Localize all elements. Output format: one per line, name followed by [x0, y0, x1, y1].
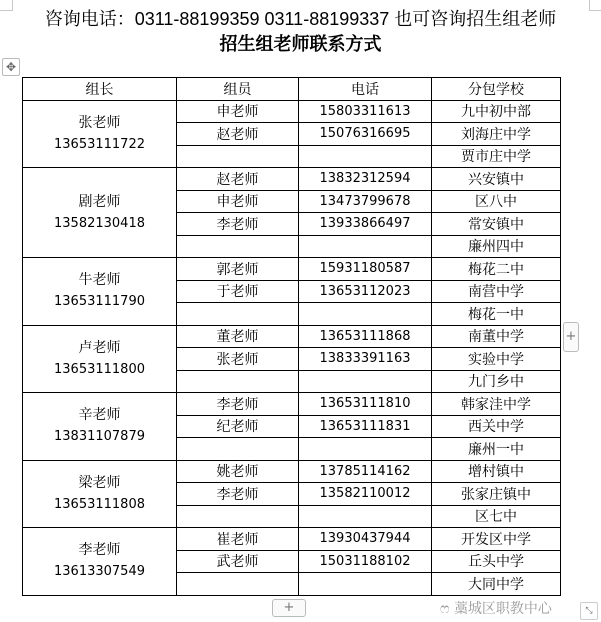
header-member: 组员: [177, 78, 299, 101]
add-column-button[interactable]: +: [563, 322, 579, 352]
leader-name: 辛老师: [78, 407, 121, 424]
school-cell: 西关中学: [432, 415, 561, 438]
header-leader: 组长: [23, 78, 177, 101]
member-cell: 崔老师: [177, 528, 299, 551]
school-cell: 刘海庄中学: [432, 123, 561, 146]
member-cell: 张老师: [177, 348, 299, 371]
leader-cell: [23, 100, 177, 168]
leader-name: 剧老师: [78, 193, 121, 210]
school-cell: 廉州四中: [432, 235, 561, 258]
table-row: [23, 168, 561, 191]
phone-cell: 13473799678: [299, 190, 432, 213]
school-cell: 廉州一中: [432, 438, 561, 461]
phone-cell: 15031188102: [299, 550, 432, 573]
leader-phone: 13613307549: [54, 564, 145, 580]
phone-cell: 13653111868: [299, 325, 432, 348]
phone-cell: 15931180587: [299, 258, 432, 281]
page-title: 招生组老师联系方式: [219, 34, 382, 55]
member-cell: 郭老师: [177, 258, 299, 281]
add-row-button[interactable]: +: [272, 599, 306, 617]
leader-phone: 13653111722: [54, 136, 145, 152]
header-school: 分包学校: [432, 78, 561, 101]
school-cell: 南董中学: [432, 325, 561, 348]
member-cell: [177, 370, 299, 393]
member-cell: 赵老师: [177, 123, 299, 146]
header-phone: 电话: [299, 78, 432, 101]
leader-cell: [23, 460, 177, 528]
table-row: [23, 460, 561, 483]
member-cell: 申老师: [177, 100, 299, 123]
leader-phone: 13831107879: [54, 429, 145, 445]
leader-name: 卢老师: [78, 339, 121, 356]
watermark-text: 藁城区职教中心: [453, 601, 552, 617]
table-row: [23, 258, 561, 281]
table-row: [23, 528, 561, 551]
school-cell: 区七中: [432, 505, 561, 528]
member-cell: 纪老师: [177, 415, 299, 438]
phone-cell: [299, 370, 432, 393]
member-cell: 赵老师: [177, 168, 299, 191]
member-cell: 董老师: [177, 325, 299, 348]
leader-cell: [23, 528, 177, 596]
leader-phone: 13653111800: [54, 361, 145, 377]
table-row: [23, 100, 561, 123]
phone-cell: 15803311613: [299, 100, 432, 123]
wechat-icon: ෆ: [440, 601, 450, 617]
table-header-row: [23, 78, 561, 101]
table-row: [23, 325, 561, 348]
school-cell: 九中初中部: [432, 100, 561, 123]
member-cell: [177, 573, 299, 596]
member-cell: 武老师: [177, 550, 299, 573]
leader-name: 张老师: [78, 114, 121, 131]
member-cell: [177, 145, 299, 168]
phone-cell: [299, 235, 432, 258]
school-cell: 南营中学: [432, 280, 561, 303]
phone-cell: 13653111810: [299, 393, 432, 416]
leader-name: 梁老师: [78, 474, 121, 491]
school-cell: 常安镇中: [432, 213, 561, 236]
phone-cell: 13930437944: [299, 528, 432, 551]
leader-cell: [23, 258, 177, 326]
leader-cell: [23, 168, 177, 258]
member-cell: 李老师: [177, 213, 299, 236]
member-cell: 于老师: [177, 280, 299, 303]
leader-phone: 13653111790: [54, 294, 145, 310]
member-cell: 李老师: [177, 393, 299, 416]
school-cell: 梅花二中: [432, 258, 561, 281]
school-cell: 实验中学: [432, 348, 561, 371]
school-cell: 增村镇中: [432, 460, 561, 483]
school-cell: 韩家洼中学: [432, 393, 561, 416]
phone-cell: 13653112023: [299, 280, 432, 303]
school-cell: 贾市庄中学: [432, 145, 561, 168]
leader-cell: [23, 325, 177, 393]
member-cell: 姚老师: [177, 460, 299, 483]
contact-table: [22, 77, 561, 596]
phone-cell: 13933866497: [299, 213, 432, 236]
phone-cell: 13653111831: [299, 415, 432, 438]
member-cell: [177, 303, 299, 326]
leader-name: 牛老师: [78, 272, 121, 289]
phone-cell: 13833391163: [299, 348, 432, 371]
school-cell: 九门乡中: [432, 370, 561, 393]
table-move-handle-icon[interactable]: ✥: [2, 58, 20, 76]
school-cell: 张家庄镇中: [432, 483, 561, 506]
leader-phone: 13582130418: [54, 215, 145, 231]
watermark: [440, 600, 552, 618]
school-cell: 开发区中学: [432, 528, 561, 551]
phone-cell: [299, 303, 432, 326]
leader-cell: [23, 393, 177, 461]
member-cell: [177, 438, 299, 461]
phone-cell: [299, 505, 432, 528]
school-cell: 丘头中学: [432, 550, 561, 573]
phone-cell: 13785114162: [299, 460, 432, 483]
phone-cell: [299, 145, 432, 168]
phone-cell: 13832312594: [299, 168, 432, 191]
resize-handle-icon[interactable]: ⤡: [580, 602, 598, 620]
leader-phone: 13653111808: [54, 496, 145, 512]
phone-cell: 15076316695: [299, 123, 432, 146]
school-cell: 梅花一中: [432, 303, 561, 326]
school-cell: 兴安镇中: [432, 168, 561, 191]
leader-name: 李老师: [78, 542, 121, 559]
phone-cell: 13582110012: [299, 483, 432, 506]
member-cell: [177, 235, 299, 258]
school-cell: 大同中学: [432, 573, 561, 596]
member-cell: [177, 505, 299, 528]
member-cell: 李老师: [177, 483, 299, 506]
school-cell: 区八中: [432, 190, 561, 213]
phone-cell: [299, 438, 432, 461]
member-cell: 申老师: [177, 190, 299, 213]
phone-cell: [299, 573, 432, 596]
contact-line: 咨询电话：0311-88199359 0311-88199337 也可咨询招生组老师: [44, 9, 557, 29]
table-row: [23, 393, 561, 416]
